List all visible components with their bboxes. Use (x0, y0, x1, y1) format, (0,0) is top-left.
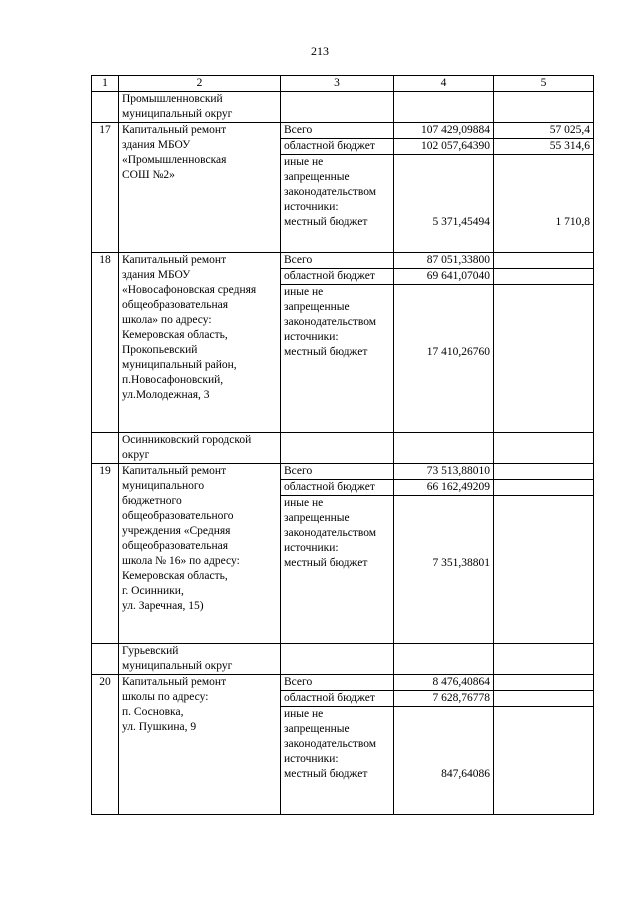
header-row (92, 76, 594, 92)
row-number: 19 (92, 464, 119, 644)
district-name: Промышленновский муниципальный округ (119, 92, 281, 123)
object-name: Капитальный ремонт здания МБОУ «Промышленновская СОШ №2» (119, 123, 281, 253)
label-other: иные не запрещенные законодательством источники: местный бюджет (281, 155, 394, 253)
col4-regional: 7 628,76778 (394, 691, 494, 707)
col4-regional: 66 162,49209 (394, 480, 494, 496)
label-other: иные не запрещенные законодательством источники: местный бюджет (281, 496, 394, 644)
header-cell-4: 4 (394, 76, 494, 92)
label-regional: областной бюджет (281, 139, 394, 155)
label-other: иные не запрещенные законодательством источники: местный бюджет (281, 285, 394, 433)
row-number: 17 (92, 123, 119, 253)
district-row (92, 433, 594, 464)
col4-total: 107 429,09884 (394, 123, 494, 139)
district-row (92, 92, 594, 123)
col4-total: 73 513,88010 (394, 464, 494, 480)
col5-total: 57 025,4 (494, 123, 594, 139)
page-number: 213 (311, 44, 329, 58)
header-cell-2: 2 (119, 76, 281, 92)
label-total: Всего (281, 675, 394, 691)
label-total: Всего (281, 123, 394, 139)
table-row (92, 123, 594, 139)
col4-local: 847,64086 (394, 707, 494, 815)
district-name: Осинниковский городской округ (119, 433, 281, 464)
col5-local: 1 710,8 (494, 155, 594, 253)
col4-total: 8 476,40864 (394, 675, 494, 691)
label-total: Всего (281, 253, 394, 269)
object-name: Капитальный ремонт школы по адресу: п. Сосновка, ул. Пушкина, 9 (119, 675, 281, 815)
col4-regional: 69 641,07040 (394, 269, 494, 285)
district-name: Гурьевский муниципальный округ (119, 644, 281, 675)
header-cell-3: 3 (281, 76, 394, 92)
col4-regional: 102 057,64390 (394, 139, 494, 155)
label-regional: областной бюджет (281, 691, 394, 707)
col4-local: 5 371,45494 (394, 155, 494, 253)
table-row (92, 253, 594, 269)
district-row (92, 644, 594, 675)
label-total: Всего (281, 464, 394, 480)
label-other: иные не запрещенные законодательством источники: местный бюджет (281, 707, 394, 815)
col4-local: 17 410,26760 (394, 285, 494, 433)
row-number: 18 (92, 253, 119, 433)
table-row (92, 464, 594, 480)
col5-regional: 55 314,6 (494, 139, 594, 155)
label-regional: областной бюджет (281, 269, 394, 285)
table-row (92, 675, 594, 691)
header-cell-1: 1 (92, 76, 119, 92)
col4-total: 87 051,33800 (394, 253, 494, 269)
object-name: Капитальный ремонт здания МБОУ «Новосафоновская средняя общеобразовательная школа» по адресу: Кемеровская область, Прокопьевский муниципальный район, п.Новосафоновский, ул.Молодежная, 3 (119, 253, 281, 433)
budget-table (91, 75, 594, 815)
row-number: 20 (92, 675, 119, 815)
col4-local: 7 351,38801 (394, 496, 494, 644)
object-name: Капитальный ремонт муниципального бюджетного общеобразовательного учреждения «Средняя общеобразовательная школа № 16» по адресу: Кемеровская область, г. Осинники, ул. Заречная, 15) (119, 464, 281, 644)
label-regional: областной бюджет (281, 480, 394, 496)
header-cell-5: 5 (494, 76, 594, 92)
